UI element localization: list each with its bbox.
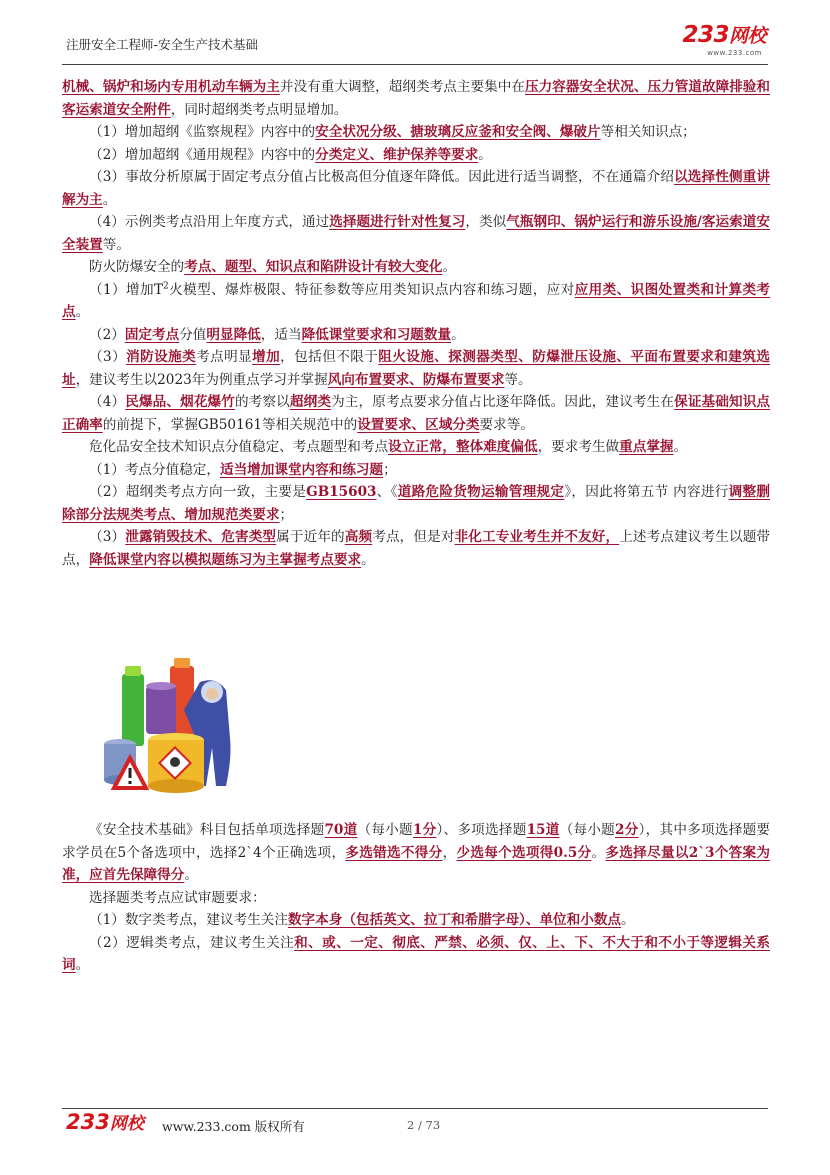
paragraph: [62, 526, 770, 571]
text-run: 危化品安全技术知识点分值稳定、考点题型和考点: [89, 439, 389, 455]
highlighted-text: 泄露销毁技术、危害类型: [125, 529, 277, 545]
highlighted-text: 消防设施类: [126, 349, 197, 365]
text-run: （3）: [89, 529, 126, 545]
text-run: 等相关知识点；: [600, 124, 696, 140]
highlighted-text: 压力容器安全状况、压力管道故障排验和客运索道安全附件: [62, 79, 771, 118]
paragraph: [62, 932, 770, 977]
highlighted-text: 1分: [412, 822, 437, 838]
exam-info-content: [62, 819, 770, 977]
paragraph: [62, 436, 770, 459]
text-run: ，同时超纲类考点明显增加。: [170, 101, 348, 118]
logo-url: www.233.com: [707, 49, 762, 57]
highlighted-text: 选择题进行针对性复习: [329, 214, 466, 230]
highlighted-text: 和、或、一定、彻底、严禁、必须、仅、上、下、不大于和不小于等逻辑关系词: [62, 934, 770, 973]
highlighted-text: 民爆品、烟花爆竹: [125, 394, 235, 410]
highlighted-text: 安全状况分级、搪玻璃反应釜和安全阀、爆破片: [315, 124, 601, 140]
paragraph: [62, 166, 770, 211]
highlighted-text: 非化工专业考生并不友好，: [454, 529, 620, 545]
text-run: （4）: [89, 394, 126, 410]
text-run: 等。: [102, 236, 130, 253]
highlighted-text: GB15603: [306, 484, 377, 500]
text-run: ，: [442, 844, 457, 861]
text-run: ，建议考生以2023年为例重点学习并掌握: [75, 371, 328, 388]
page-header: [62, 24, 768, 65]
highlighted-text: 调整删除部分法规类考点、增加规范类要求: [62, 484, 771, 523]
text-run: （2）增加超纲《通用规程》内容中的: [89, 146, 316, 163]
highlighted-text: 风向布置要求、防爆布置要求: [327, 371, 505, 388]
text-run: 分值: [179, 326, 207, 343]
highlighted-text: 设置要求、区域分类: [357, 416, 480, 433]
highlighted-text: 降低课堂内容以模拟题练习为主掌握考点要求: [89, 551, 362, 568]
text-run: 《安全技术基础》科目包括单项选择题: [89, 822, 325, 838]
page-number: 2 / 73: [407, 1118, 441, 1132]
text-run: 的前提下，掌握GB50161等相关规范中的: [102, 416, 358, 433]
text-run: （2）逻辑类考点，建议考生关注: [89, 934, 295, 951]
text-run: （3）事故分析原属于固定考点分值占比极高但分值逐年降低。因此进行适当调整，不在通篇介绍: [89, 169, 675, 185]
highlighted-text: 气瓶钢印、锅炉运行和游乐设施/客运索道安全装置: [62, 214, 770, 253]
paragraph: [62, 459, 770, 482]
text-run: ，适当: [260, 326, 302, 343]
text-run: 选择题类考点应试审题要求：: [89, 889, 266, 906]
paragraph: [62, 346, 770, 391]
text-run: 。: [591, 844, 606, 861]
highlighted-text: 15道: [526, 822, 560, 838]
text-run: （每小题: [559, 822, 616, 838]
text-run: 火模型、爆炸极限、特征参数等应用类知识点内容和练习题，应对: [168, 281, 575, 298]
highlighted-text: 适当增加课堂内容和练习题: [220, 461, 384, 478]
text-run: （2）超纲类考点方向一致，主要是: [89, 484, 307, 500]
highlighted-text: 少选每个选项得0.5分: [456, 844, 592, 861]
text-run: ），其中多项选择题要求学员在5个备选项中，选择2`4个正确选项，: [62, 822, 771, 861]
highlighted-text: 重点掌握: [619, 439, 674, 455]
brand-logo[interactable]: [682, 24, 766, 47]
text-run: 考点，但是对: [372, 529, 455, 545]
footer-logo-text: 网校: [109, 1114, 144, 1134]
text-run: 防火防爆安全的: [89, 259, 185, 275]
text-run: 、《: [376, 484, 398, 500]
footer-copyright: www.233.com 版权所有: [162, 1119, 305, 1134]
paragraph: [62, 121, 770, 144]
text-run: 的考察以: [235, 394, 290, 410]
footer-logo[interactable]: [66, 1112, 144, 1133]
highlighted-text: 保证基础知识点正确率: [62, 394, 771, 433]
purple-drum: [146, 686, 176, 734]
paragraph: [62, 391, 770, 436]
text-run: 考点明显: [196, 349, 253, 365]
text-run: （1）数字类考点，建议考生关注: [89, 912, 288, 928]
highlighted-text: 降低课堂要求和习题数量: [301, 326, 452, 343]
text-run: 。: [75, 304, 90, 320]
highlighted-text: 超纲类: [289, 394, 332, 410]
text-run: 。: [673, 439, 688, 455]
highlighted-text: 以选择性侧重讲解为主: [62, 169, 770, 208]
highlighted-text: 高频: [344, 529, 373, 545]
paragraph: [62, 256, 770, 279]
highlighted-text: 2分: [615, 822, 639, 838]
main-content: [62, 76, 770, 571]
paragraph: [62, 211, 770, 256]
highlighted-text: 考点、题型、知识点和陷阱设计有较大变化: [184, 259, 443, 275]
highlighted-text: 明显降低: [206, 326, 261, 343]
text-run: （1）考点分值稳定，: [89, 461, 220, 478]
text-run: 并没有重大调整，超纲类考点主要集中在: [279, 79, 525, 95]
text-run: ；: [383, 461, 397, 478]
paragraph: [62, 481, 770, 526]
page-footer: [62, 1108, 768, 1139]
highlighted-text: 设立正常，整体难度偏低: [388, 439, 538, 455]
text-run: ；: [279, 506, 294, 523]
text-run: 要求等。: [479, 416, 534, 433]
text-run: 。: [184, 867, 198, 883]
highlighted-text: 固定考点: [124, 326, 180, 343]
highlighted-text: 70道: [324, 822, 358, 838]
logo-text: 网校: [728, 25, 766, 47]
text-run: 。: [442, 259, 457, 275]
paragraph: [62, 144, 770, 167]
text-run: 上述考点建议考生以题带点，: [62, 529, 771, 568]
text-run: 2: [163, 280, 169, 291]
text-run: 。: [621, 912, 635, 928]
text-run: （每小题: [357, 822, 413, 838]
highlighted-text: 增加: [252, 349, 281, 365]
highlighted-text: 多选择尽量以2`3个答案为准，应首先保障得分: [62, 844, 771, 883]
text-run: ，包括但不限于: [280, 349, 379, 365]
footer-logo-number: 233: [66, 1110, 110, 1134]
highlighted-text: 道路危险货物运输管理规定: [397, 484, 565, 500]
highlighted-text: 阻火设施、探测器类型、防爆泄压设施、平面布置要求和建筑选址: [62, 349, 771, 388]
text-run: 。: [75, 957, 90, 973]
text-run: 》，因此将第五节 内容进行: [564, 484, 729, 500]
text-run: （2）: [89, 326, 125, 343]
text-run: （1）增加超纲《监察规程》内容中的: [89, 124, 316, 140]
highlighted-text: 应用类、识图处置类和计算类考点: [62, 281, 771, 320]
text-run: 等。: [504, 371, 532, 388]
text-run: 为主，原考点要求分值占比逐年降低。因此，建议考生在: [331, 394, 675, 410]
text-run: 。: [478, 146, 492, 163]
highlighted-text: 机械、锅炉和场内专用机动车辆为主: [62, 79, 280, 95]
logo-number: 233: [682, 22, 729, 48]
paragraph: [62, 819, 770, 887]
text-run: ，要求考生做: [537, 439, 620, 455]
paragraph: [62, 279, 770, 324]
text-run: 属于近年的: [276, 529, 345, 545]
text-run: 。: [102, 191, 117, 208]
paragraph: [62, 76, 770, 121]
text-run: （4）示例类考点沿用上年度方式，通过: [89, 214, 330, 230]
hazardous-chemicals-icon: [100, 652, 250, 802]
text-run: 。: [451, 326, 465, 343]
text-run: ）、多项选择题: [436, 822, 527, 838]
text-run: 。: [361, 551, 375, 568]
green-canister: [122, 674, 144, 746]
text-run: （1）增加T: [89, 281, 164, 298]
paragraph: [62, 324, 770, 347]
highlighted-text: 多选错选不得分: [345, 844, 443, 861]
text-run: （3）: [89, 349, 127, 365]
header-title: 注册安全工程师-安全生产技术基础: [66, 37, 259, 52]
paragraph: [62, 887, 770, 910]
paragraph: [62, 909, 770, 932]
highlighted-text: 分类定义、维护保养等要求: [315, 146, 479, 163]
text-run: ，类似: [465, 214, 507, 230]
skull-icon: [170, 757, 180, 767]
highlighted-text: 数字本身（包括英文、拉丁和希腊字母）、单位和小数点: [287, 912, 622, 928]
